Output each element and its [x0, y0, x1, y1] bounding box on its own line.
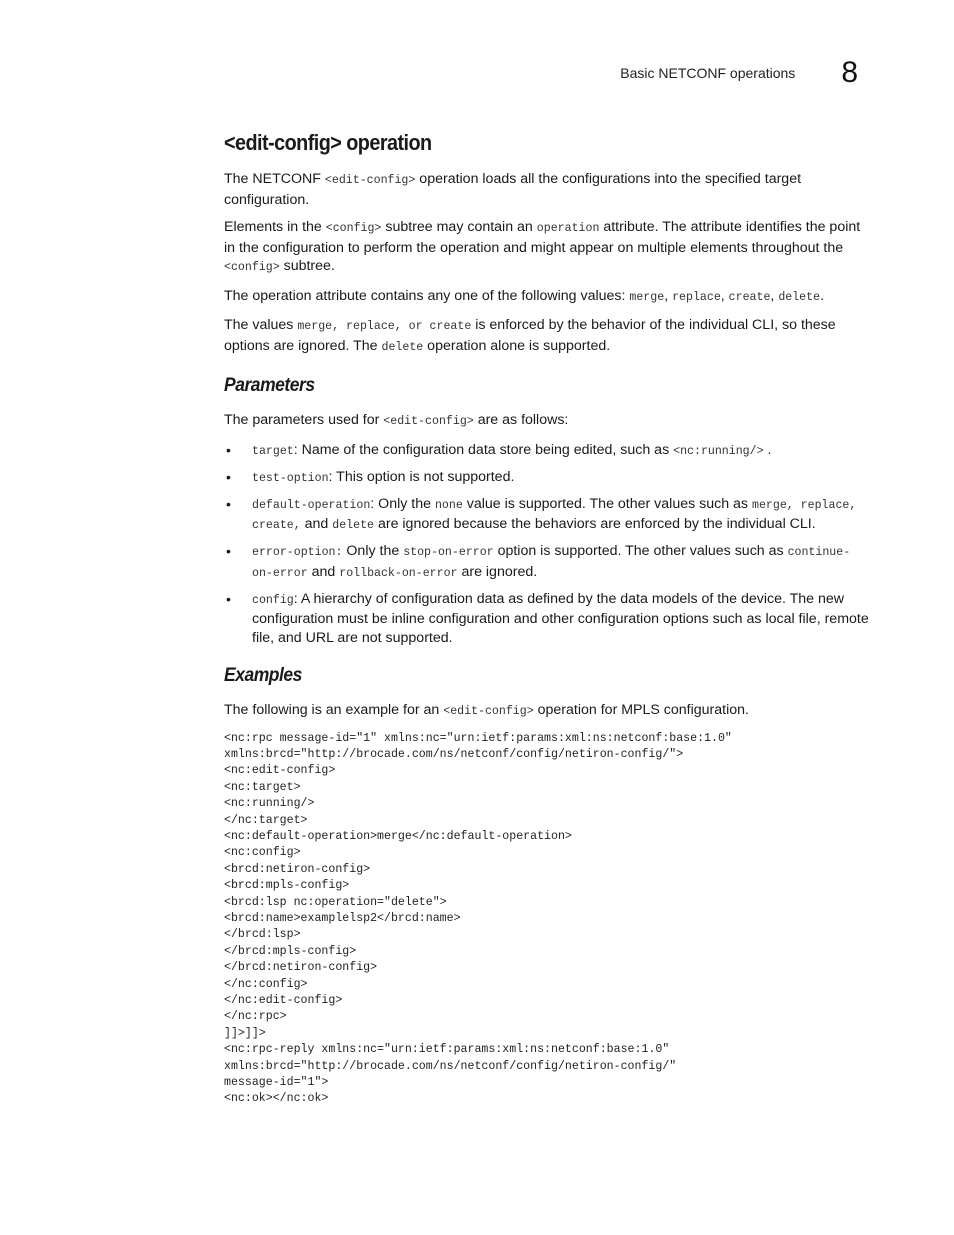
section-title: <edit-config> operation: [224, 130, 432, 155]
parameters-list: [224, 441, 870, 648]
examples-heading: Examples: [224, 665, 302, 686]
bullet-icon: •: [226, 543, 231, 559]
paragraph-values-enforced: The values merge, replace, or create is enforced by the behavior of the individual CLI, so these options are ignored. The delete operation alone is supported.: [224, 317, 836, 354]
main-content: [224, 130, 870, 1108]
paragraph-operation-values: The operation attribute contains any one of the following values: merge, replace, create, delete.: [224, 287, 825, 304]
examples-intro: The following is an example for an <edit-config> operation for MPLS configuration.: [224, 702, 749, 718]
parameters-intro: The parameters used for <edit-config> are as follows:: [224, 412, 569, 428]
chapter-number: 8: [841, 56, 858, 89]
paragraph-elements: Elements in the <config> subtree may contain an operation attribute. The attribute identifies the point in the configuration to perform the operation and might appear on multiple elements throughout the <config> subtree.: [224, 219, 861, 274]
bullet-icon: •: [226, 495, 231, 512]
list-item: • config: A hierarchy of configuration data as defined by the data models of the device. The new configuration must be inline configuration and other configuration options such as local file, remote file, and URL are not supported.: [226, 590, 869, 646]
list-item: • test-option: This option is not supported.: [226, 468, 515, 485]
bullet-icon: •: [226, 468, 231, 485]
list-item: • target: Name of the configuration data store being edited, such as <nc:running/> .: [226, 441, 772, 458]
list-item: • default-operation: Only the none value is supported. The other values such as merge, replace, create, and delete are ignored because the behaviors are enforced by the individual CLI.: [226, 495, 857, 532]
list-item: • error-option: Only the stop-on-error option is supported. The other values such as continue-on-error and rollback-on-error are ignored.: [226, 543, 851, 580]
code-example: <nc:rpc message-id="1" xmlns:nc="urn:ietf:params:xml:ns:netconf:base:1.0" xmlns:brcd="http://brocade.com/ns/netconf/config/netiron-config/"> <nc:edit-config> <nc:target> <nc:running/> </nc:target> <nc:default-operation>merge</nc:default-operation> <nc:config> <brcd:netiron-config> <brcd:mpls-config> <brcd:lsp nc:operation="delete"> <brcd:name>examplelsp2</brcd:name> </brcd:lsp> </brcd:mpls-config> </brcd:netiron-config> </nc:config> </nc:edit-config> </nc:rpc> ]]>]]> <nc:rpc-reply xmlns:nc="urn:ietf:params:xml:ns:netconf:base:1.0" xmlns:brcd="http://brocade.com/ns/netconf/config/netiron-config/" message-id="1"> <nc:ok></nc:ok>: [224, 731, 732, 1106]
running-header: [620, 58, 858, 88]
paragraph-intro: The NETCONF <edit-config> operation loads all the configurations into the specified target configuration.: [224, 171, 802, 208]
running-header-title: Basic NETCONF operations: [620, 65, 796, 81]
parameters-heading: Parameters: [224, 375, 315, 396]
bullet-icon: •: [226, 590, 231, 607]
bullet-icon: •: [226, 441, 231, 458]
